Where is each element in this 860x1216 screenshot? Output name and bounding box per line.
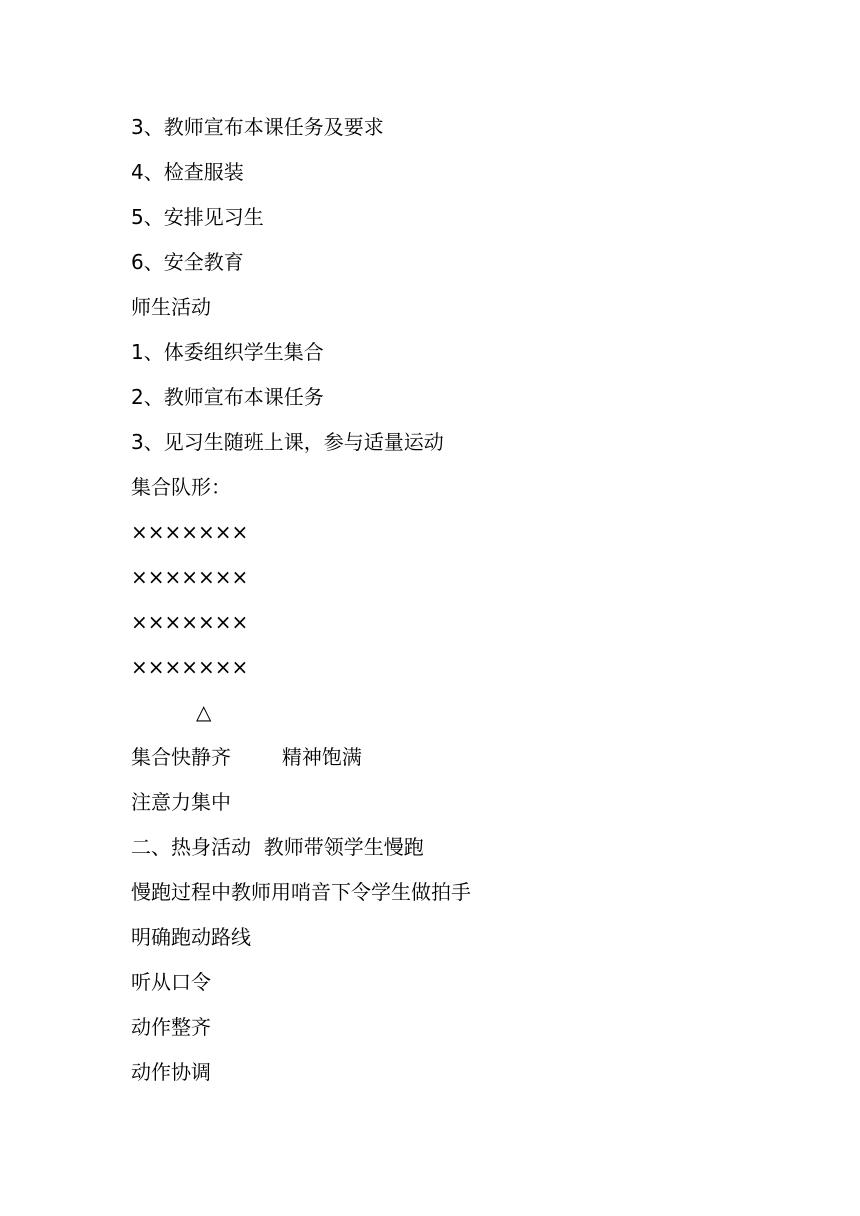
text-line: 4、检查服装 xyxy=(131,160,244,184)
text-line: 3、见习生随班上课，参与适量运动 xyxy=(131,430,444,454)
formation-row: ××××××× xyxy=(131,610,249,634)
formation-row: ××××××× xyxy=(131,520,249,544)
text-line: 听从口令 xyxy=(131,970,211,994)
text-line: 1、体委组织学生集合 xyxy=(131,340,324,364)
text-line: 集合快静齐 精神饱满 xyxy=(131,745,362,769)
formation-row: ××××××× xyxy=(131,655,249,679)
teacher-position-marker: △ xyxy=(196,700,212,724)
text-line: 2、教师宣布本课任务 xyxy=(131,385,324,409)
text-line: 6、安全教育 xyxy=(131,250,244,274)
text-line: 动作整齐 xyxy=(131,1015,211,1039)
formation-row: ××××××× xyxy=(131,565,249,589)
section-heading: 师生活动 xyxy=(131,295,211,319)
text-line: 动作协调 xyxy=(131,1060,211,1084)
formation-label: 集合队形： xyxy=(131,475,231,499)
text-line: 3、教师宣布本课任务及要求 xyxy=(131,115,384,139)
text-line: 明确跑动路线 xyxy=(131,925,251,949)
section-heading: 二、热身活动 教师带领学生慢跑 xyxy=(131,835,424,859)
text-line: 注意力集中 xyxy=(131,790,231,814)
text-line: 慢跑过程中教师用哨音下令学生做拍手 xyxy=(131,880,471,904)
text-line: 5、安排见习生 xyxy=(131,205,264,229)
